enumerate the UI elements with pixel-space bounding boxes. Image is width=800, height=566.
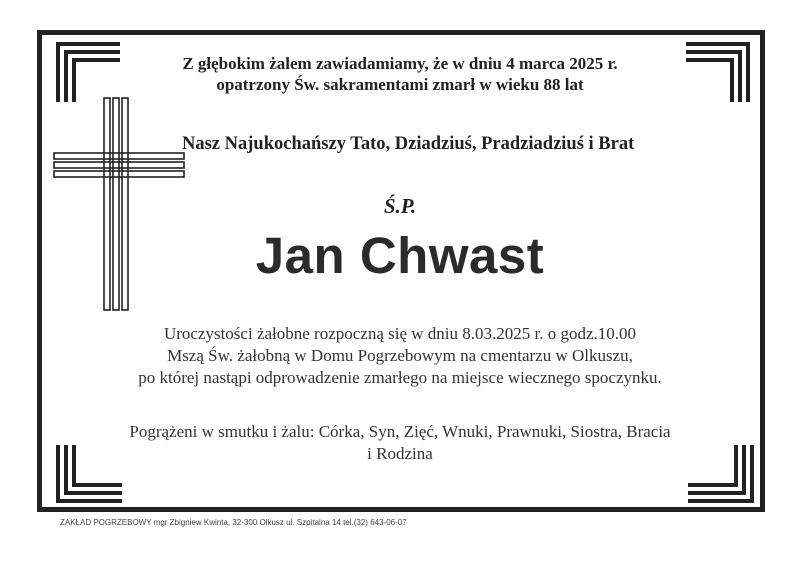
relation-subtitle: Nasz Najukochańszy Tato, Dziadziuś, Pradziadziuś i Brat	[182, 134, 635, 154]
funeral-home-footer: ZAKŁAD POGRZEBOWY mgr Zbigniew Kwinta, 32-300 Olkusz ul. Szpitalna 14 tel.(32) 643-06-07	[60, 518, 407, 527]
mourners-line-1: Pogrążeni w smutku i żalu: Córka, Syn, Zięć, Wnuki, Prawnuki, Siostra, Bracia	[129, 422, 671, 441]
ceremony-line-1: Uroczystości żałobne rozpoczną się w dniu 8.03.2025 r. o godz.10.00	[163, 324, 637, 343]
announcement-line-2: opatrzony Św. sakramentami zmarł w wieku 88 lat	[216, 75, 584, 94]
announcement-line-1: Z głębokim żalem zawiadamiamy, że w dniu 4 marca 2025 r.	[182, 54, 618, 73]
sp-prefix: Ś.P.	[383, 194, 417, 218]
mourners-line-2: i Rodzina	[367, 444, 433, 463]
ceremony-line-2: Mszą Św. żałobną w Domu Pogrzebowym na cmentarzu w Olkuszu,	[167, 346, 633, 365]
ceremony-line-3: po której nastąpi odprowadzenie zmarłego na miejsce wiecznego spoczynku.	[138, 368, 662, 387]
deceased-name: Jan Chwast	[255, 227, 545, 284]
